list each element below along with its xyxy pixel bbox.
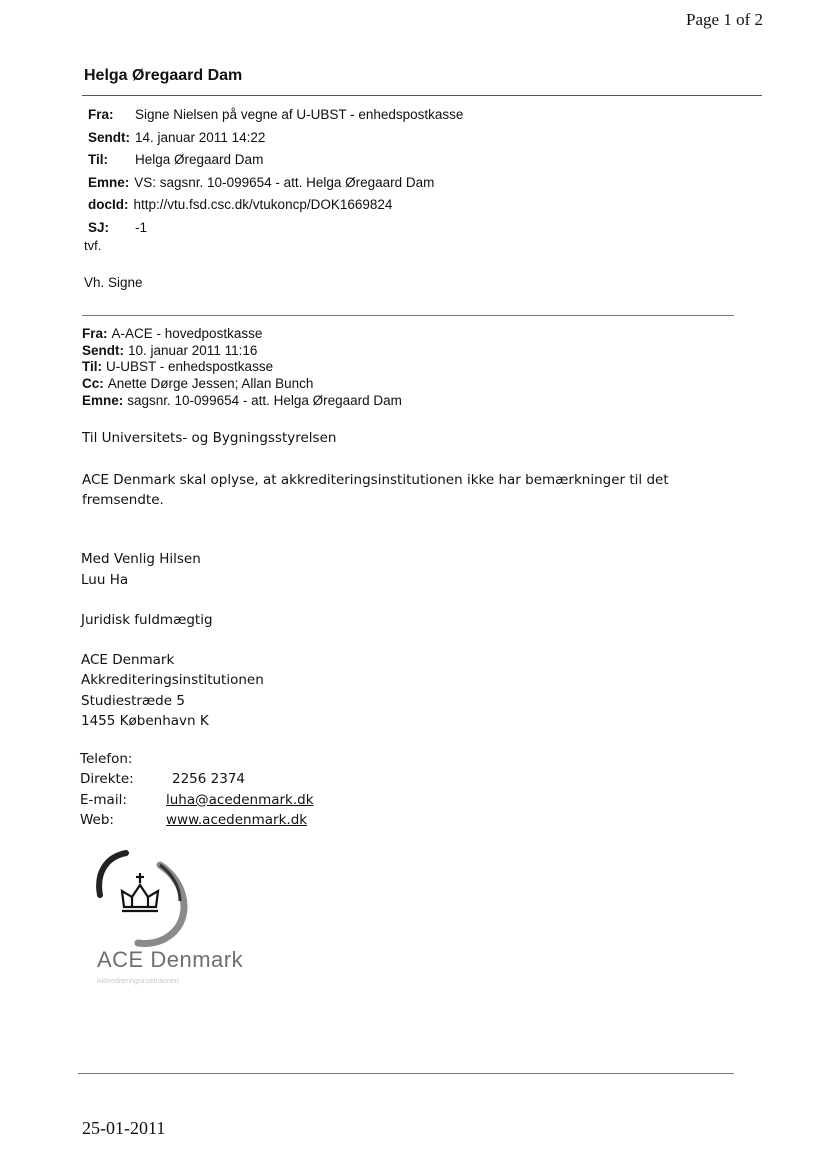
logo-text: ACE Denmark xyxy=(97,947,244,972)
header-divider xyxy=(82,95,762,96)
orig-cc-value: Anette Dørge Jessen; Allan Bunch xyxy=(107,376,314,392)
message-divider xyxy=(82,315,734,316)
body-paragraph: ACE Denmark skal oplyse, at akkrediteringsinstitutionen ikke har bemærkninger til det fremsendte. xyxy=(82,472,669,508)
orig-to-label: Til: xyxy=(82,359,102,375)
from-value: Signe Nielsen på vegne af U-UBST - enhedspostkasse xyxy=(135,107,464,122)
signature-block xyxy=(81,549,264,732)
closing: Med Venlig Hilsen xyxy=(81,551,201,567)
org-name: ACE Denmark xyxy=(81,651,175,668)
to-value: Helga Øregaard Dam xyxy=(135,152,264,167)
telefon-label: Telefon: xyxy=(80,751,133,767)
email-label: E-mail: xyxy=(80,791,127,808)
orig-subject-value: sagsnr. 10-099654 - att. Helga Øregaard Dam xyxy=(127,392,402,408)
from-label: Fra: xyxy=(88,107,114,122)
docid-label: docId: xyxy=(88,197,129,212)
docid-value: http://vtu.fsd.csc.dk/vtukoncp/DOK1669824 xyxy=(133,197,393,212)
forward-signoff: Vh. Signe xyxy=(84,275,143,290)
direkte-value: 2256 2374 xyxy=(172,771,246,788)
sj-label: SJ: xyxy=(88,219,110,235)
city-address: 1455 København K xyxy=(81,713,209,729)
forward-email-header xyxy=(88,104,463,239)
logo-tagline: Akkrediteringsinstitutionen xyxy=(97,978,179,985)
sent-label: Sendt: xyxy=(88,129,130,145)
page-number: Page 1 of 2 xyxy=(686,10,763,29)
orig-to-value: U-UBST - enhedspostkasse xyxy=(106,359,274,375)
orig-sent-value: 10. januar 2011 11:16 xyxy=(128,342,258,358)
web-link[interactable]: www.acedenmark.dk xyxy=(166,811,308,828)
sender-title: Juridisk fuldmægtig xyxy=(81,612,213,628)
org-subtitle: Akkrediteringsinstitutionen xyxy=(81,672,264,688)
orig-subject-label: Emne: xyxy=(82,392,124,408)
footer-date: 25-01-2011 xyxy=(82,1118,166,1138)
orig-sent-label: Sendt: xyxy=(82,342,124,358)
subject-value: VS: sagsnr. 10-099654 - att. Helga Øregaard Dam xyxy=(134,174,435,190)
contact-block xyxy=(80,749,314,830)
footer-divider xyxy=(78,1073,734,1074)
email-link[interactable]: luha@acedenmark.dk xyxy=(166,791,314,808)
sent-value: 14. januar 2011 14:22 xyxy=(135,129,266,145)
sj-value: -1 xyxy=(135,219,148,235)
orig-from-value: A-ACE - hovedpostkasse xyxy=(111,326,263,341)
original-email-header xyxy=(82,326,402,410)
greeting: Til Universitets- og Bygningsstyrelsen xyxy=(82,430,337,446)
street-address: Studiestræde 5 xyxy=(81,692,185,709)
direkte-label: Direkte: xyxy=(80,771,134,788)
to-label: Til: xyxy=(88,152,108,167)
sender-name: Luu Ha xyxy=(81,571,129,588)
web-label: Web: xyxy=(80,811,114,828)
orig-cc-label: Cc: xyxy=(82,376,104,392)
subject-label: Emne: xyxy=(88,174,130,190)
mailbox-owner-name: Helga Øregaard Dam xyxy=(84,67,243,84)
orig-from-label: Fra: xyxy=(82,326,108,341)
forward-note: tvf. xyxy=(84,238,102,253)
